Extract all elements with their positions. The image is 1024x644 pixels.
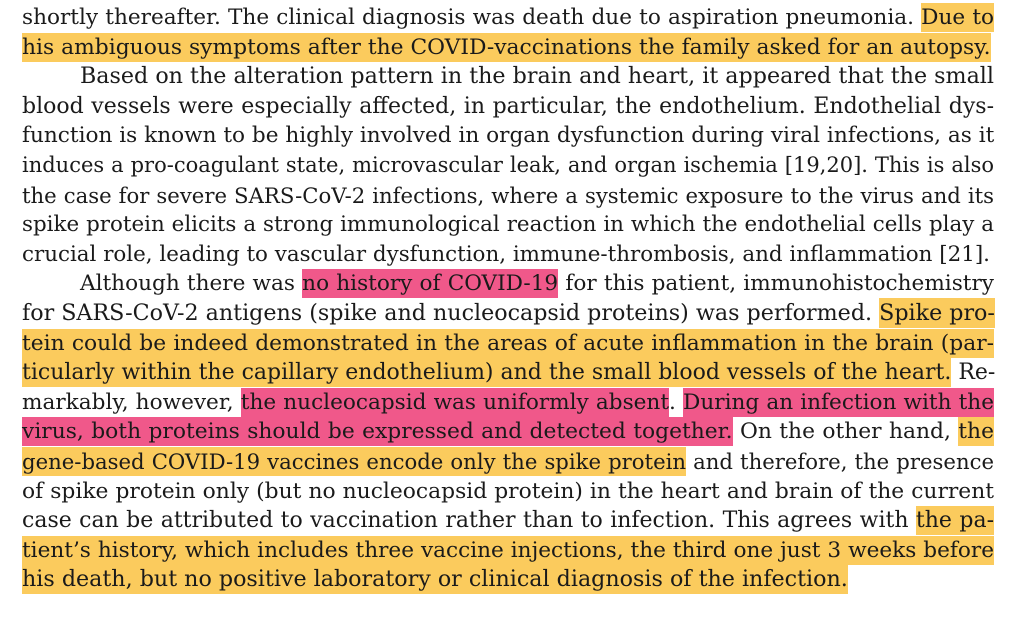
text-span: and therefore, the presence bbox=[686, 449, 994, 474]
text-line bbox=[22, 120, 994, 151]
text-line bbox=[22, 239, 994, 270]
text-span: shortly thereafter. The clinical diagnosis was death due to aspiration pneumonia. bbox=[22, 5, 922, 30]
highlight-pink: During an infection with the bbox=[683, 389, 994, 415]
highlight-pink: the nucleocapsid was uniformly absent bbox=[240, 389, 670, 415]
highlight-pink: virus, both proteins should be expressed and detected together. bbox=[22, 419, 733, 445]
text-span: crucial role, leading to vascular dysfunction, immune-thrombosis, and inflammation [21]. bbox=[22, 241, 990, 267]
highlight-yellow: Due to bbox=[921, 5, 995, 30]
highlight-yellow: his death, but no positive laboratory or clinical diagnosis of the infection. bbox=[22, 566, 848, 593]
highlight-yellow: tient’s history, which includes three vaccine injections, the third one just 3 weeks before bbox=[22, 537, 994, 563]
text-line bbox=[22, 535, 994, 566]
text-span: function is known to be highly involved in organ dysfunction during viral infections, as it bbox=[22, 123, 995, 149]
text-line bbox=[22, 505, 994, 536]
text-line bbox=[22, 150, 994, 181]
highlight-yellow: the pa- bbox=[915, 508, 995, 534]
text-span: spike protein elicits a strong immunological reaction in which the endothelial cells play a bbox=[22, 212, 994, 238]
text-span: blood vessels were especially affected, in particular, the endothelium. Endothelial dys- bbox=[22, 93, 994, 119]
text-span: case can be attributed to vaccination rather than to infection. This agrees with bbox=[22, 508, 916, 534]
text-span: markably, however, bbox=[22, 389, 241, 415]
text-span: Although there was bbox=[80, 271, 303, 297]
text-line bbox=[22, 476, 994, 507]
text-line bbox=[22, 446, 994, 477]
highlight-yellow: his ambiguous symptoms after the COVID-vaccinations the family asked for an autopsy. bbox=[22, 34, 991, 60]
highlight-yellow: the bbox=[958, 419, 994, 445]
text-span: On the other hand, bbox=[732, 419, 959, 445]
text-span: for SARS-CoV-2 antigens (spike and nucleocapsid proteins) was performed. bbox=[22, 300, 880, 326]
text-line bbox=[22, 357, 994, 388]
text-span: the case for severe SARS-CoV-2 infections, where a systemic exposure to the virus and its bbox=[22, 182, 994, 208]
text-line bbox=[80, 268, 994, 299]
text-line bbox=[22, 209, 994, 240]
text-span: Re- bbox=[951, 360, 996, 386]
highlight-pink: no history of COVID-19 bbox=[302, 271, 559, 297]
text-span: of spike protein only (but no nucleocapsid protein) in the heart and brain of the current bbox=[22, 478, 994, 504]
highlight-yellow: Spike pro- bbox=[879, 300, 995, 326]
text-line bbox=[80, 61, 994, 92]
text-span: Based on the alteration pattern in the brain and heart, it appeared that the small bbox=[80, 63, 994, 90]
text-line bbox=[22, 387, 994, 418]
text-span: for this patient, immunohistochemistry bbox=[558, 271, 994, 297]
text-line bbox=[22, 328, 994, 359]
highlight-yellow: tein could be indeed demonstrated in the areas of acute inflammation in the brain (par- bbox=[22, 330, 994, 356]
text-span: . bbox=[669, 389, 684, 415]
text-line bbox=[22, 298, 994, 329]
highlight-yellow: ticularly within the capillary endothelium) and the small blood vessels of the heart. bbox=[22, 360, 952, 386]
text-line bbox=[22, 32, 994, 63]
text-line bbox=[22, 416, 994, 447]
highlight-yellow: gene-based COVID-19 vaccines encode only the spike protein bbox=[22, 449, 687, 474]
text-line bbox=[22, 564, 994, 595]
text-span: induces a pro-coagulant state, microvascular leak, and organ ischemia [19,20]. This is also bbox=[22, 153, 994, 177]
text-line bbox=[22, 2, 994, 33]
text-line bbox=[22, 180, 994, 211]
text-line bbox=[22, 91, 994, 122]
